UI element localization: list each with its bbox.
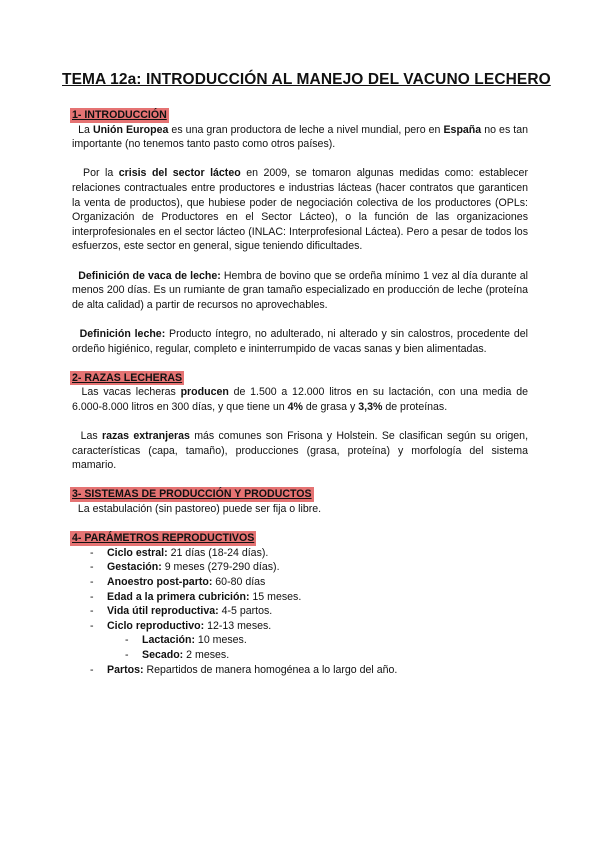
- list-item: - Ciclo reproductivo: 12-13 meses. - Lactación: 10 meses. - Secado: 2 meses.: [90, 619, 528, 663]
- list-item: - Vida útil reproductiva: 4-5 partos.: [90, 604, 528, 619]
- section-heading-introduccion: 1- INTRODUCCIÓN: [72, 109, 167, 121]
- paragraph-crisis: Por la crisis del sector lácteo en 2009, se tomaron algunas medidas como: establecer relaciones contractuales entre productores e industrias lácteas (hacer contratos que garanticen la venta de productos), que hubiese poder de negociación colectiva de los productores (OPLs: Organización de Productores en el Sector Lácteo), o la función de las organizaciones interprofesionales en el sector lácteo (INLAC: Interprofesional Láctea). Pero a pesar de todos los esfuerzos, este sector en general, sigue teniendo dificultades.: [72, 167, 528, 253]
- list-item: - Ciclo estral: 21 días (18-24 días).: [90, 546, 528, 561]
- ciclo-sublist: [107, 633, 528, 662]
- list-item: - Edad a la primera cubrición: 15 meses.: [90, 590, 528, 605]
- paragraph-union-europea: La Unión Europea es una gran productora de leche a nivel mundial, pero en España no es tan importante (no tenemos tanto pasto como otros países).: [72, 123, 529, 151]
- list-item: - Gestación: 9 meses (279-290 días).: [90, 560, 528, 575]
- paragraph-produccion: Las vacas lecheras producen de 1.500 a 12.000 litros en su lactación, con una media de 6.000-8.000 litros en 300 días, y que tiene un 4% de grasa y 3,3% de proteínas.: [72, 386, 528, 413]
- sublist-item: - Secado: 2 meses.: [125, 648, 528, 663]
- paragraph-razas-extranjeras: Las razas extranjeras más comunes son Frisona y Holstein. Se clasifican según su origen, características (capa, tamaño), producciones (grasa, proteína) y morfología del sistema mamario.: [72, 430, 529, 472]
- sublist-item: - Lactación: 10 meses.: [125, 633, 528, 648]
- paragraph-definicion-vaca: Definición de vaca de leche: Hembra de bovino que se ordeña mínimo 1 vez al día durante al menos 200 días. Es un rumiante de gran tamaño especializado en producción de leche (proteína de alta calidad) a partir de recursos no aprovechables.: [72, 269, 529, 311]
- list-item: - Partos: Repartidos de manera homogénea a lo largo del año.: [90, 663, 528, 678]
- section-heading-sistemas: 3- SISTEMAS DE PRODUCCIÓN Y PRODUCTOS: [72, 488, 312, 501]
- paragraph-definicion-leche: Definición leche: Producto íntegro, no adulterado, ni alterado y sin calostros, procedente del ordeño higiénico, regular, completo e ininterrumpido de vacas sanas y bien alimentadas.: [72, 327, 528, 355]
- section-heading-razas: 2- RAZAS LECHERAS: [72, 371, 183, 384]
- document-body: [72, 108, 528, 677]
- paragraph-estabulacion: La estabulación (sin pastoreo) puede ser fija o libre.: [77, 503, 322, 516]
- parametros-list: [72, 546, 528, 677]
- list-item: - Anoestro post-parto: 60-80 días: [90, 575, 528, 590]
- document-title: TEMA 12a: INTRODUCCIÓN AL MANEJO DEL VACUNO LECHERO: [62, 71, 551, 88]
- section-heading-parametros: 4- PARÁMETROS REPRODUCTIVOS: [72, 532, 255, 545]
